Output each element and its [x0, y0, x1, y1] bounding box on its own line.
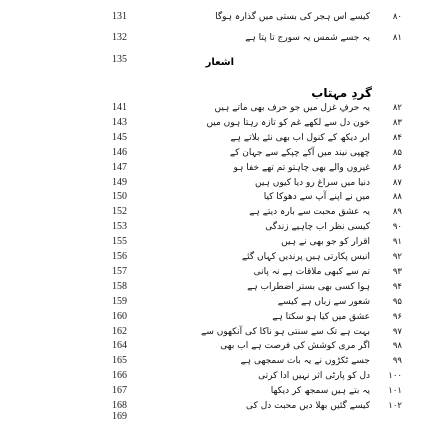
- toc-entry[interactable]: [0, 265, 430, 279]
- entry-number: ۸۵: [392, 147, 402, 158]
- toc-entry[interactable]: [0, 220, 430, 234]
- page-number: 160: [112, 310, 127, 322]
- toc-entry[interactable]: [0, 190, 430, 204]
- toc-entry[interactable]: [0, 161, 430, 175]
- entry-title: ابر دیکھ کے کنول اب بھی نئے بلاتے ہے: [230, 132, 370, 143]
- entry-number: ۸۶: [392, 162, 402, 173]
- entry-number: ۸۸: [392, 192, 402, 203]
- page-number: 141: [112, 102, 127, 113]
- entry-number: ۹۴: [392, 281, 402, 292]
- page-number: 153: [112, 221, 127, 233]
- entry-title: میں نے اپنے آپ سے دھوکا کیا: [263, 192, 370, 203]
- page-number: 169: [112, 411, 127, 422]
- ashaar-heading: اشعار: [205, 57, 234, 68]
- page-number: 149: [112, 176, 127, 188]
- entry-title: عشق میں کیا ہو سکتا ہے: [272, 311, 370, 322]
- toc-entry[interactable]: [0, 116, 430, 130]
- page-number: 150: [112, 191, 127, 203]
- entry-number: ۱۰۱: [388, 386, 402, 397]
- page-number: 168: [112, 400, 127, 411]
- toc-entry[interactable]: [0, 146, 430, 160]
- page-number: 155: [112, 236, 127, 248]
- entry-title: کیسے اس ہجر کی بستی میں گذارہ ہوگا: [215, 12, 370, 22]
- page-number: 164: [112, 340, 127, 352]
- entry-title: چھپی نیند میں آکے چپکے سے جہان کے: [229, 147, 370, 158]
- entry-title: خون دل سے لکھے غم کو تازہ رہتا ہوں میں: [206, 117, 370, 128]
- entry-number: ۱۰۲: [388, 401, 402, 411]
- entry-title: بہت ہے تک سے سنتی ہو ناکا کی آنکھوں سے: [201, 326, 370, 337]
- entry-number: ۸۴: [392, 132, 402, 143]
- toc-entry[interactable]: [0, 325, 430, 339]
- page-number: 166: [112, 370, 127, 382]
- page-number: 146: [112, 146, 127, 158]
- entry-title: شعور سے زباں ہے کیسے: [277, 296, 370, 307]
- page-number: 131: [112, 11, 127, 22]
- entry-number: ۸۷: [392, 177, 402, 188]
- toc-entry[interactable]: [0, 384, 430, 398]
- entry-number: ۹۳: [392, 266, 402, 277]
- page-number: 147: [112, 161, 127, 173]
- entry-number: ۸۰: [392, 12, 402, 22]
- entry-title: غیروں والے بھی چاہتو تم تھے خفا ہو: [233, 162, 370, 173]
- toc-entry[interactable]: [0, 369, 430, 383]
- toc-entry[interactable]: [0, 295, 430, 309]
- toc-entry[interactable]: [0, 31, 430, 45]
- entry-number: ۹۲: [392, 252, 402, 262]
- page-number: 135: [112, 54, 127, 65]
- toc-entry[interactable]: [0, 280, 430, 294]
- page-number: 157: [112, 265, 127, 277]
- entry-number: ۹۶: [392, 311, 402, 322]
- entry-number: ۹۱: [392, 237, 402, 248]
- entry-number: ۹۵: [392, 296, 402, 307]
- entry-number: ۱۰۰: [388, 371, 402, 382]
- entry-title: کیسی نظر اب چاہیے زندگی: [265, 222, 370, 233]
- section-heading: گردِ مہتاب: [311, 86, 372, 100]
- entry-number: ۹۷: [392, 326, 402, 337]
- entry-title: کیسے گئیں بھلا دیں محبت دل کی: [246, 401, 370, 411]
- entry-title: اگر مری کوشش کی فرصت ہے اب بھی: [220, 341, 370, 352]
- toc-entry[interactable]: [0, 339, 430, 353]
- entry-title: یہ بتے ہیں سمجھ کر دیکھا: [270, 386, 370, 397]
- entry-number: ۹۰: [392, 222, 402, 233]
- entry-number: ۸۳: [392, 117, 402, 128]
- toc-entry[interactable]: [0, 10, 430, 24]
- entry-title: یہ جسے شمس یہ سورج تا پتا ہے: [245, 33, 370, 43]
- entry-number: ۸۲: [392, 103, 402, 113]
- entry-title: تم سے کبھی ملاقات ہے نہ پانی: [253, 266, 370, 277]
- toc-entry[interactable]: [0, 250, 430, 264]
- entry-title: یہ حرفِ غزل میں جو حرف بھی ماتے ہیں: [214, 103, 370, 113]
- page-number: 158: [112, 280, 127, 292]
- page-number: 167: [112, 385, 127, 397]
- entry-title: ہوا کسی بھی بستر اضطراب ہے: [247, 281, 370, 292]
- entry-title: یہ عشق محبت سے بارہ دیتے ہے: [249, 207, 370, 218]
- entry-title: دنیا میں سراغ رو دیا کیوں ہیں: [255, 177, 370, 188]
- entry-title: انیس پکارتی ہیں پرندیں کہاں گئے: [241, 252, 370, 262]
- page-number: 159: [112, 295, 127, 307]
- toc-entry[interactable]: [0, 310, 430, 324]
- page-number: 145: [112, 131, 127, 143]
- toc-entry-trailing: [0, 410, 430, 424]
- entry-number: ۹۹: [392, 356, 402, 367]
- entry-number: ۹۸: [392, 341, 402, 352]
- toc-entry[interactable]: [0, 354, 430, 368]
- entry-number: ۸۱: [392, 33, 402, 43]
- page-number: 143: [112, 116, 127, 128]
- toc-entry[interactable]: [0, 205, 430, 219]
- entry-title: دل کو پارٹی اثر نہیں ادا کرتی: [258, 371, 370, 382]
- toc-entry[interactable]: [0, 101, 430, 115]
- toc-entry[interactable]: [0, 131, 430, 145]
- page-number: 162: [112, 325, 127, 337]
- toc-entry[interactable]: [0, 235, 430, 249]
- page-number: 156: [112, 251, 127, 262]
- entry-title: جسے ٹکڑوں نے یہ بات سمجھی ہے: [240, 356, 370, 367]
- page-number: 132: [112, 32, 127, 43]
- entry-number: ۸۹: [392, 207, 402, 218]
- entry-title: اقرار کو جو بھی نے ہیں: [281, 237, 370, 248]
- page-number: 165: [112, 355, 127, 367]
- toc-entry[interactable]: [0, 176, 430, 190]
- page-number: 152: [112, 206, 127, 218]
